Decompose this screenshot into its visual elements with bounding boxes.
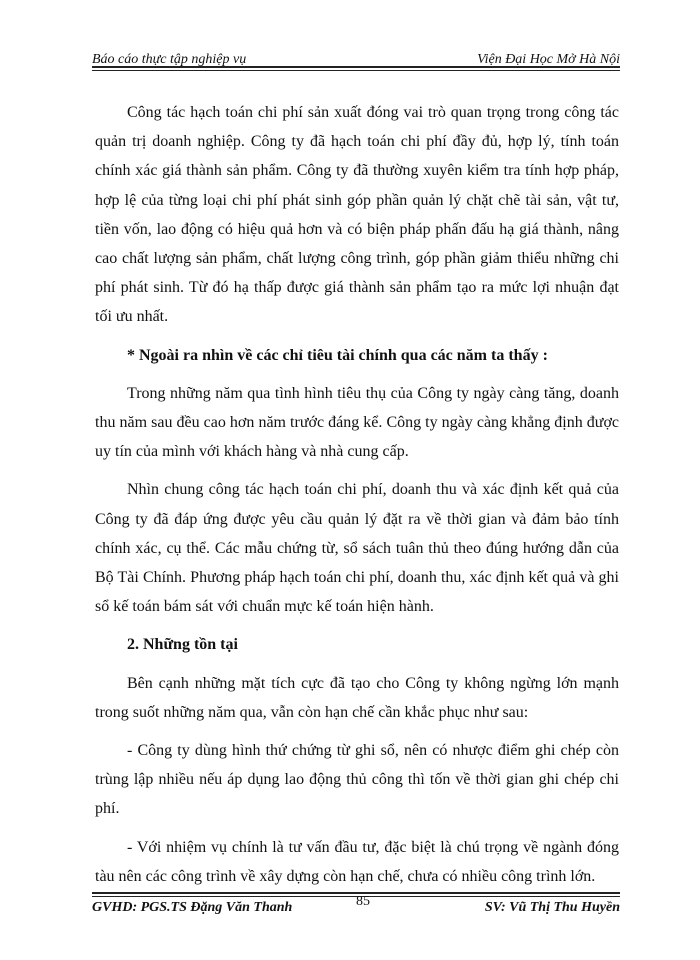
page-body [95,98,619,891]
header-rule-thin [92,70,620,71]
page-number: 85 [356,894,370,909]
page-footer [92,894,620,920]
paragraph-overall: Nhìn chung công tác hạch toán chi phí, doanh thu và xác định kết quả của Công ty đã đáp ứng được yêu cầu quản lý đặt ra về thời gian và đảm bảo tính chính xác, cụ thể. Các mẫu chứng từ, sổ sách tuân thủ theo đúng hướng dẫn của Bộ Tài Chính. Phương pháp hạch toán chi phí, doanh thu, xác định kết quả và ghi sổ kế toán bám sát với chuẩn mực kế toán hiện hành. [95,481,619,616]
header-rule [92,66,620,68]
bullet-voucher-form: - Công ty dùng hình thứ chứng từ ghi sổ, nên có nhược điểm ghi chép còn trùng lập nhiều nếu áp dụng lao động thủ công thì tốn về thời gian ghi chép chi phí. [95,742,619,818]
bullet-main-mission: - Với nhiệm vụ chính là tư vấn đầu tư, đặc biệt là chú trọng về ngành đóng tàu nên các công trình về xây dựng còn hạn chế, chưa có nhiều công trình lớn. [95,838,619,885]
footer-student: SV: Vũ Thị Thu Huyền [484,900,620,915]
paragraph-cost-accounting: Công tác hạch toán chi phí sản xuất đóng vai trò quan trọng trong công tác quản trị doanh nghiệp. Công ty đã hạch toán chi phí đầy đủ, hợp lý, tính toán chính xác giá thành sản phẩm. Công ty đã thường xuyên kiểm tra tính hợp pháp, hợp lệ của từng loại chi phí phát sinh góp phần quản lý chặt chẽ tài sản, vật tư, tiền vốn, lao động có hiệu quả hơn và có biện pháp phấn đấu hạ giá thành, nâng cao chất lượng sản phẩm, chất lượng công trình, góp phần giảm thiểu những chi phí phát sinh. Từ đó hạ thấp được giá thành sản phẩm tạo ra mức lợi nhuận đạt tối ưu nhất. [95,104,619,326]
footer-supervisor: GVHD: PGS.TS Đặng Văn Thanh [92,900,293,915]
heading-shortcomings: 2. Những tồn tại [127,636,238,654]
header-report-title: Báo cáo thực tập nghiệp vụ [92,52,247,67]
paragraph-shortcomings-intro: Bên cạnh những mặt tích cực đã tạo cho Công ty không ngừng lớn mạnh trong suốt những năm qua, vẫn còn hạn chế cần khắc phục như sau: [95,674,619,721]
header-institution: Viện Đại Học Mở Hà Nội [477,52,620,67]
paragraph-revenue: Trong những năm qua tình hình tiêu thụ của Công ty ngày càng tăng, doanh thu năm sau đều cao hơn năm trước đáng kể. Công ty ngày càng khẳng định được uy tín của mình với khách hàng và nhà cung cấp. [95,384,619,461]
page-header [92,44,620,68]
heading-financial-indicators: * Ngoài ra nhìn về các chỉ tiêu tài chính qua các năm ta thấy : [127,346,548,364]
